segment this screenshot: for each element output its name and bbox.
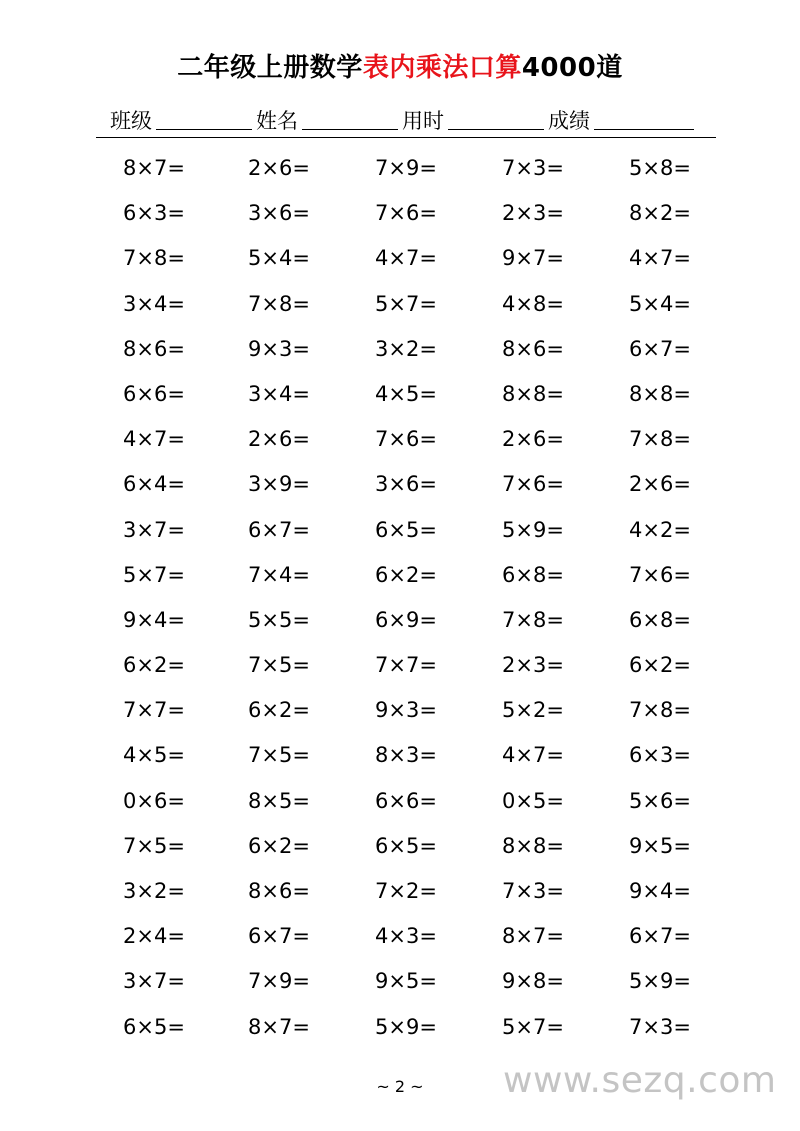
problem-item[interactable]: 2×6= (248, 427, 310, 452)
problem-item[interactable]: 4×5= (123, 743, 185, 768)
problem-item[interactable]: 7×9= (375, 156, 437, 180)
problem-row (0, 828, 800, 873)
problem-item[interactable]: 9×7= (502, 246, 564, 271)
problem-item[interactable]: 5×7= (375, 291, 437, 316)
problem-item[interactable]: 4×7= (123, 427, 185, 452)
problem-item[interactable]: 8×6= (248, 879, 310, 903)
problem-item[interactable]: 7×2= (375, 879, 437, 903)
problem-row (0, 286, 800, 331)
problem-row (0, 918, 800, 963)
problem-item[interactable]: 9×3= (248, 336, 310, 361)
problem-item[interactable]: 7×7= (375, 653, 437, 678)
problem-item[interactable]: 8×6= (123, 336, 185, 361)
watermark-text: www.sezq.com (503, 1060, 777, 1101)
problem-item[interactable]: 0×6= (123, 788, 185, 813)
problem-item[interactable]: 6×2= (248, 833, 310, 858)
problem-item[interactable]: 6×6= (123, 381, 185, 406)
problem-item[interactable]: 8×5= (248, 788, 310, 813)
problem-item[interactable]: 5×9= (502, 517, 564, 542)
problem-item[interactable]: 3×4= (248, 381, 310, 406)
problem-item[interactable]: 8×8= (629, 381, 691, 406)
problem-item[interactable]: 7×8= (248, 291, 310, 316)
problem-item[interactable]: 3×6= (248, 201, 310, 226)
problem-item[interactable]: 6×7= (629, 924, 691, 949)
problem-item[interactable]: 2×3= (502, 201, 564, 226)
problem-item[interactable]: 5×4= (629, 291, 691, 316)
problem-item[interactable]: 6×2= (629, 653, 691, 678)
problem-item[interactable]: 6×8= (629, 607, 691, 632)
problem-item[interactable]: 5×6= (629, 788, 691, 813)
problem-item[interactable]: 9×3= (375, 698, 437, 723)
problem-grid (0, 150, 800, 1054)
score-label: 成绩 (548, 109, 590, 133)
class-blank-line[interactable] (156, 106, 252, 130)
problem-item[interactable]: 3×6= (375, 472, 437, 497)
problem-item[interactable]: 6×8= (502, 562, 564, 587)
problem-item[interactable]: 7×8= (629, 698, 691, 723)
problem-item[interactable]: 7×5= (248, 653, 310, 678)
problem-item[interactable]: 4×7= (375, 246, 437, 271)
page-title (0, 50, 800, 86)
problem-row (0, 195, 800, 240)
problem-item[interactable]: 0×5= (502, 788, 564, 813)
time-blank-line[interactable] (448, 106, 544, 130)
problem-item[interactable]: 8×2= (629, 201, 691, 226)
problem-item[interactable]: 3×7= (123, 517, 185, 542)
problem-item[interactable]: 5×2= (502, 698, 564, 723)
problem-item[interactable]: 7×8= (629, 427, 691, 452)
problem-item[interactable]: 2×6= (502, 427, 564, 452)
problem-item[interactable]: 6×6= (375, 788, 437, 813)
header-divider (96, 137, 716, 138)
title-grade-part: 二年级上册数学 (177, 53, 363, 83)
title-topic-part: 表内乘法口算 (362, 53, 522, 83)
problem-item[interactable]: 2×6= (629, 472, 691, 497)
problem-item[interactable]: 7×3= (502, 879, 564, 903)
problem-item[interactable]: 9×4= (123, 607, 185, 632)
problem-item[interactable]: 9×5= (375, 969, 437, 994)
problem-item[interactable]: 9×5= (629, 833, 691, 858)
problem-item[interactable]: 7×8= (502, 607, 564, 632)
problem-item[interactable]: 8×7= (248, 1014, 310, 1039)
name-label: 姓名 (256, 109, 298, 133)
problem-item[interactable]: 9×4= (629, 879, 691, 903)
problem-item[interactable]: 3×2= (375, 336, 437, 361)
problem-item[interactable]: 6×5= (375, 517, 437, 542)
problem-item[interactable]: 4×7= (502, 743, 564, 768)
problem-item[interactable]: 4×8= (502, 291, 564, 316)
problem-row (0, 421, 800, 466)
problem-row (0, 1009, 800, 1054)
problem-item[interactable]: 8×3= (375, 743, 437, 768)
problem-item[interactable]: 5×5= (248, 607, 310, 632)
problem-item[interactable]: 6×3= (629, 743, 691, 768)
problem-row (0, 240, 800, 285)
problem-item[interactable]: 5×7= (123, 562, 185, 587)
problem-item[interactable]: 6×5= (123, 1014, 185, 1039)
problem-item[interactable]: 3×9= (248, 472, 310, 497)
problem-row (0, 963, 800, 1008)
problem-item[interactable]: 6×4= (123, 472, 185, 497)
problem-item[interactable]: 8×8= (502, 833, 564, 858)
problem-item[interactable]: 8×8= (502, 381, 564, 406)
class-field (110, 106, 252, 136)
problem-row (0, 737, 800, 782)
problem-row (0, 512, 800, 557)
problem-item[interactable]: 4×3= (375, 924, 437, 949)
page-number: ~ 2 ~ (376, 1077, 424, 1096)
problem-item[interactable]: 7×6= (375, 427, 437, 452)
problem-item[interactable]: 6×7= (248, 517, 310, 542)
problem-item[interactable]: 7×9= (248, 969, 310, 994)
problem-item[interactable]: 5×9= (629, 969, 691, 994)
problem-item[interactable]: 5×4= (248, 246, 310, 271)
problem-item[interactable]: 2×6= (248, 156, 310, 180)
problem-row (0, 150, 800, 195)
problem-item[interactable]: 6×3= (123, 201, 185, 226)
problem-row (0, 557, 800, 602)
problem-item[interactable]: 5×9= (375, 1014, 437, 1039)
problem-item[interactable]: 5×7= (502, 1014, 564, 1039)
time-field (402, 106, 544, 136)
problem-row (0, 331, 800, 376)
problem-item[interactable]: 7×5= (123, 833, 185, 858)
title-count-part: 4000道 (521, 53, 623, 83)
problem-item[interactable]: 8×7= (123, 156, 185, 180)
problem-item[interactable]: 7×7= (123, 698, 185, 723)
problem-item[interactable]: 7×8= (123, 246, 185, 271)
problem-row (0, 647, 800, 692)
problem-item[interactable]: 7×6= (629, 562, 691, 587)
name-blank-line[interactable] (302, 106, 398, 130)
score-blank-line[interactable] (594, 106, 694, 130)
problem-item[interactable]: 4×7= (629, 246, 691, 271)
problem-row (0, 873, 800, 918)
problem-item[interactable]: 5×8= (629, 156, 691, 180)
problem-item[interactable]: 7×5= (248, 743, 310, 768)
time-label: 用时 (402, 109, 444, 133)
problem-item[interactable]: 6×2= (375, 562, 437, 587)
problem-item[interactable]: 7×6= (502, 472, 564, 497)
problem-item[interactable]: 6×7= (248, 924, 310, 949)
problem-item[interactable]: 2×4= (123, 924, 185, 949)
problem-item[interactable]: 4×2= (629, 517, 691, 542)
problem-item[interactable]: 4×5= (375, 381, 437, 406)
problem-item[interactable]: 3×7= (123, 969, 185, 994)
score-field (548, 106, 694, 136)
student-info-header (110, 106, 700, 136)
class-label: 班级 (110, 109, 152, 133)
problem-item[interactable]: 6×7= (629, 336, 691, 361)
problem-row (0, 466, 800, 511)
problem-item[interactable]: 6×9= (375, 607, 437, 632)
problem-item[interactable]: 8×7= (502, 924, 564, 949)
problem-row (0, 692, 800, 737)
problem-item[interactable]: 2×3= (502, 653, 564, 678)
problem-item[interactable]: 7×3= (502, 156, 564, 180)
problem-row (0, 602, 800, 647)
problem-item[interactable]: 7×3= (629, 1014, 691, 1039)
problem-item[interactable]: 6×5= (375, 833, 437, 858)
problem-row (0, 783, 800, 828)
problem-item[interactable]: 6×2= (123, 653, 185, 678)
name-field (256, 106, 398, 136)
problem-item[interactable]: 8×6= (502, 336, 564, 361)
problem-item[interactable]: 7×6= (375, 201, 437, 226)
problem-row (0, 376, 800, 421)
problem-item[interactable]: 9×8= (502, 969, 564, 994)
problem-item[interactable]: 3×2= (123, 879, 185, 903)
problem-item[interactable]: 7×4= (248, 562, 310, 587)
problem-item[interactable]: 3×4= (123, 291, 185, 316)
problem-item[interactable]: 6×2= (248, 698, 310, 723)
